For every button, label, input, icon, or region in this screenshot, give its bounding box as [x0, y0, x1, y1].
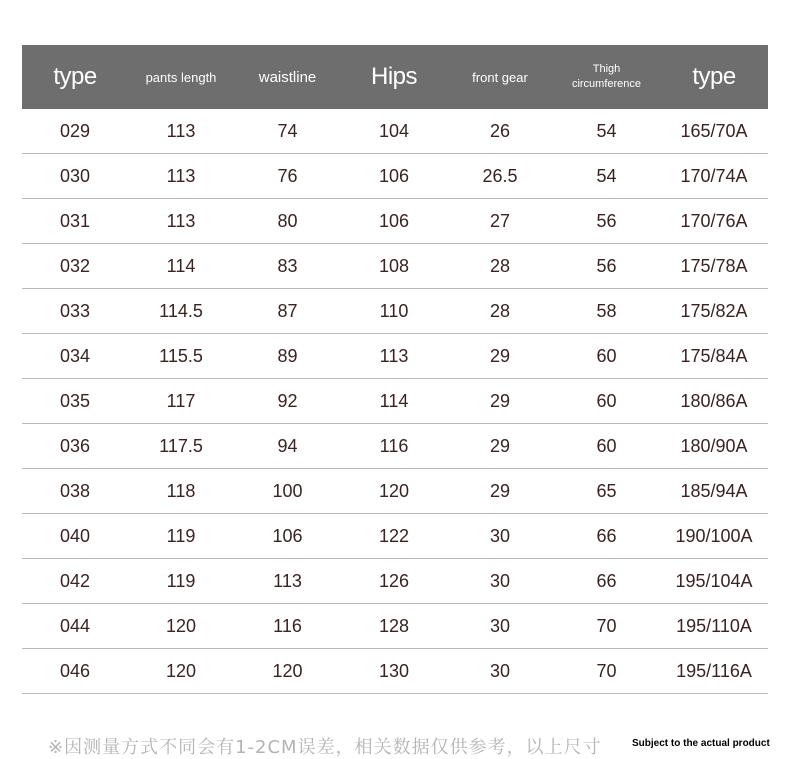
table-row — [22, 514, 768, 559]
table-row — [22, 289, 768, 334]
table-cell: 175/84A — [680, 345, 748, 366]
table-cell: 106 — [378, 210, 410, 231]
table-cell: 83 — [277, 255, 298, 276]
table-cell: 170/74A — [680, 165, 748, 186]
table-cell: 70 — [596, 660, 617, 681]
header-type-size: type — [692, 63, 736, 90]
table-cell: 175/82A — [680, 300, 748, 321]
table-cell: 114 — [379, 390, 409, 411]
table-cell: 54 — [596, 165, 617, 186]
table-cell: 130 — [378, 660, 410, 681]
table-cell: 66 — [596, 570, 617, 591]
table-cell: 106 — [378, 165, 410, 186]
table-row — [22, 109, 768, 154]
table-cell: 119 — [166, 525, 196, 546]
table-cell: 180/86A — [680, 390, 748, 411]
table-cell: 76 — [277, 165, 298, 186]
table-cell: 29 — [489, 390, 511, 411]
table-cell: 114 — [166, 255, 196, 276]
table-cell: 030 — [59, 165, 91, 186]
table-row — [22, 424, 768, 469]
table-cell: 042 — [59, 570, 91, 591]
table-cell: 110 — [379, 300, 409, 321]
table-cell: 031 — [59, 210, 91, 231]
table-cell: 60 — [596, 435, 617, 456]
table-cell: 114.5 — [159, 300, 203, 321]
table-cell: 26.5 — [482, 165, 518, 186]
table-cell: 046 — [59, 660, 91, 681]
table-cell: 87 — [277, 300, 298, 321]
table-cell: 113 — [166, 120, 196, 141]
table-cell: 60 — [596, 390, 617, 411]
table-row — [22, 379, 768, 424]
table-cell: 190/100A — [675, 525, 753, 546]
table-cell: 119 — [166, 570, 196, 591]
table-cell: 113 — [166, 165, 196, 186]
footnote-text: ※因测量方式不同会有1-2CM误差，相关数据仅供参考，以上尺寸 — [48, 737, 602, 758]
table-cell: 116 — [273, 615, 302, 636]
table-cell: 120 — [272, 660, 303, 681]
table-cell: 29 — [489, 435, 511, 456]
table-cell: 117.5 — [159, 435, 203, 456]
table-cell: 120 — [378, 480, 410, 501]
table-cell: 117 — [166, 390, 196, 411]
table-cell: 180/90A — [680, 435, 748, 456]
table-cell: 036 — [59, 435, 91, 456]
table-cell: 60 — [596, 345, 617, 366]
table-cell: 034 — [59, 345, 91, 366]
table-cell: 120 — [165, 615, 197, 636]
table-cell: 038 — [59, 480, 91, 501]
header-thigh-circumference: Thigh circumference — [571, 63, 642, 90]
table-cell: 195/116A — [676, 660, 752, 681]
table-cell: 29 — [489, 480, 511, 501]
table-cell: 80 — [277, 210, 298, 231]
table-cell: 128 — [378, 615, 410, 636]
header-type: type — [53, 63, 97, 90]
table-cell: 116 — [379, 435, 409, 456]
table-cell: 66 — [596, 525, 617, 546]
table-cell: 195/110A — [676, 615, 752, 636]
table-cell: 175/78A — [680, 255, 748, 276]
table-row — [22, 244, 768, 289]
table-cell: 29 — [489, 345, 511, 366]
table-cell: 113 — [166, 210, 196, 231]
footnote-english: Subject to the actual product — [632, 738, 770, 749]
table-row — [22, 469, 768, 514]
table-cell: 30 — [489, 525, 511, 546]
table-row — [22, 604, 768, 649]
table-row — [22, 559, 768, 604]
table-cell: 118 — [166, 480, 196, 501]
table-cell: 58 — [596, 300, 617, 321]
table-cell: 56 — [596, 210, 617, 231]
table-cell: 30 — [489, 660, 511, 681]
header-front-gear: front gear — [472, 69, 528, 85]
table-row — [22, 154, 768, 199]
table-cell: 27 — [489, 210, 511, 231]
table-cell: 30 — [489, 570, 511, 591]
table-cell: 74 — [277, 120, 298, 141]
table-cell: 040 — [59, 525, 91, 546]
table-cell: 122 — [378, 525, 410, 546]
table-cell: 120 — [165, 660, 197, 681]
table-cell: 033 — [59, 300, 91, 321]
table-cell: 113 — [379, 345, 409, 366]
table-cell: 92 — [277, 390, 298, 411]
header-pants-length: pants length — [145, 69, 217, 85]
table-cell: 54 — [596, 120, 617, 141]
table-cell: 170/76A — [680, 210, 748, 231]
table-header — [22, 45, 768, 109]
table-row — [22, 649, 768, 694]
table-cell: 28 — [489, 255, 511, 276]
table-cell: 029 — [59, 120, 91, 141]
table-cell: 032 — [59, 255, 91, 276]
table-cell: 108 — [378, 255, 410, 276]
table-cell: 56 — [596, 255, 617, 276]
header-hips: Hips — [370, 63, 417, 90]
table-cell: 126 — [378, 570, 410, 591]
table-cell: 195/104A — [675, 570, 753, 591]
table-cell: 115.5 — [159, 345, 203, 366]
table-cell: 94 — [277, 435, 298, 456]
table-cell: 30 — [489, 615, 511, 636]
table-cell: 89 — [277, 345, 298, 366]
table-cell: 035 — [59, 390, 91, 411]
table-body — [22, 109, 768, 694]
table-cell: 70 — [596, 615, 617, 636]
table-cell: 28 — [489, 300, 511, 321]
size-table — [22, 45, 768, 694]
table-cell: 044 — [59, 615, 91, 636]
table-cell: 26 — [489, 120, 511, 141]
table-cell: 65 — [596, 480, 617, 501]
table-row — [22, 334, 768, 379]
table-cell: 185/94A — [680, 480, 748, 501]
table-cell: 106 — [272, 525, 303, 546]
table-cell: 165/70A — [680, 120, 748, 141]
table-row — [22, 199, 768, 244]
table-cell: 113 — [273, 570, 302, 591]
header-waistline: waistline — [258, 68, 317, 86]
table-cell: 104 — [378, 120, 410, 141]
table-cell: 100 — [272, 480, 303, 501]
